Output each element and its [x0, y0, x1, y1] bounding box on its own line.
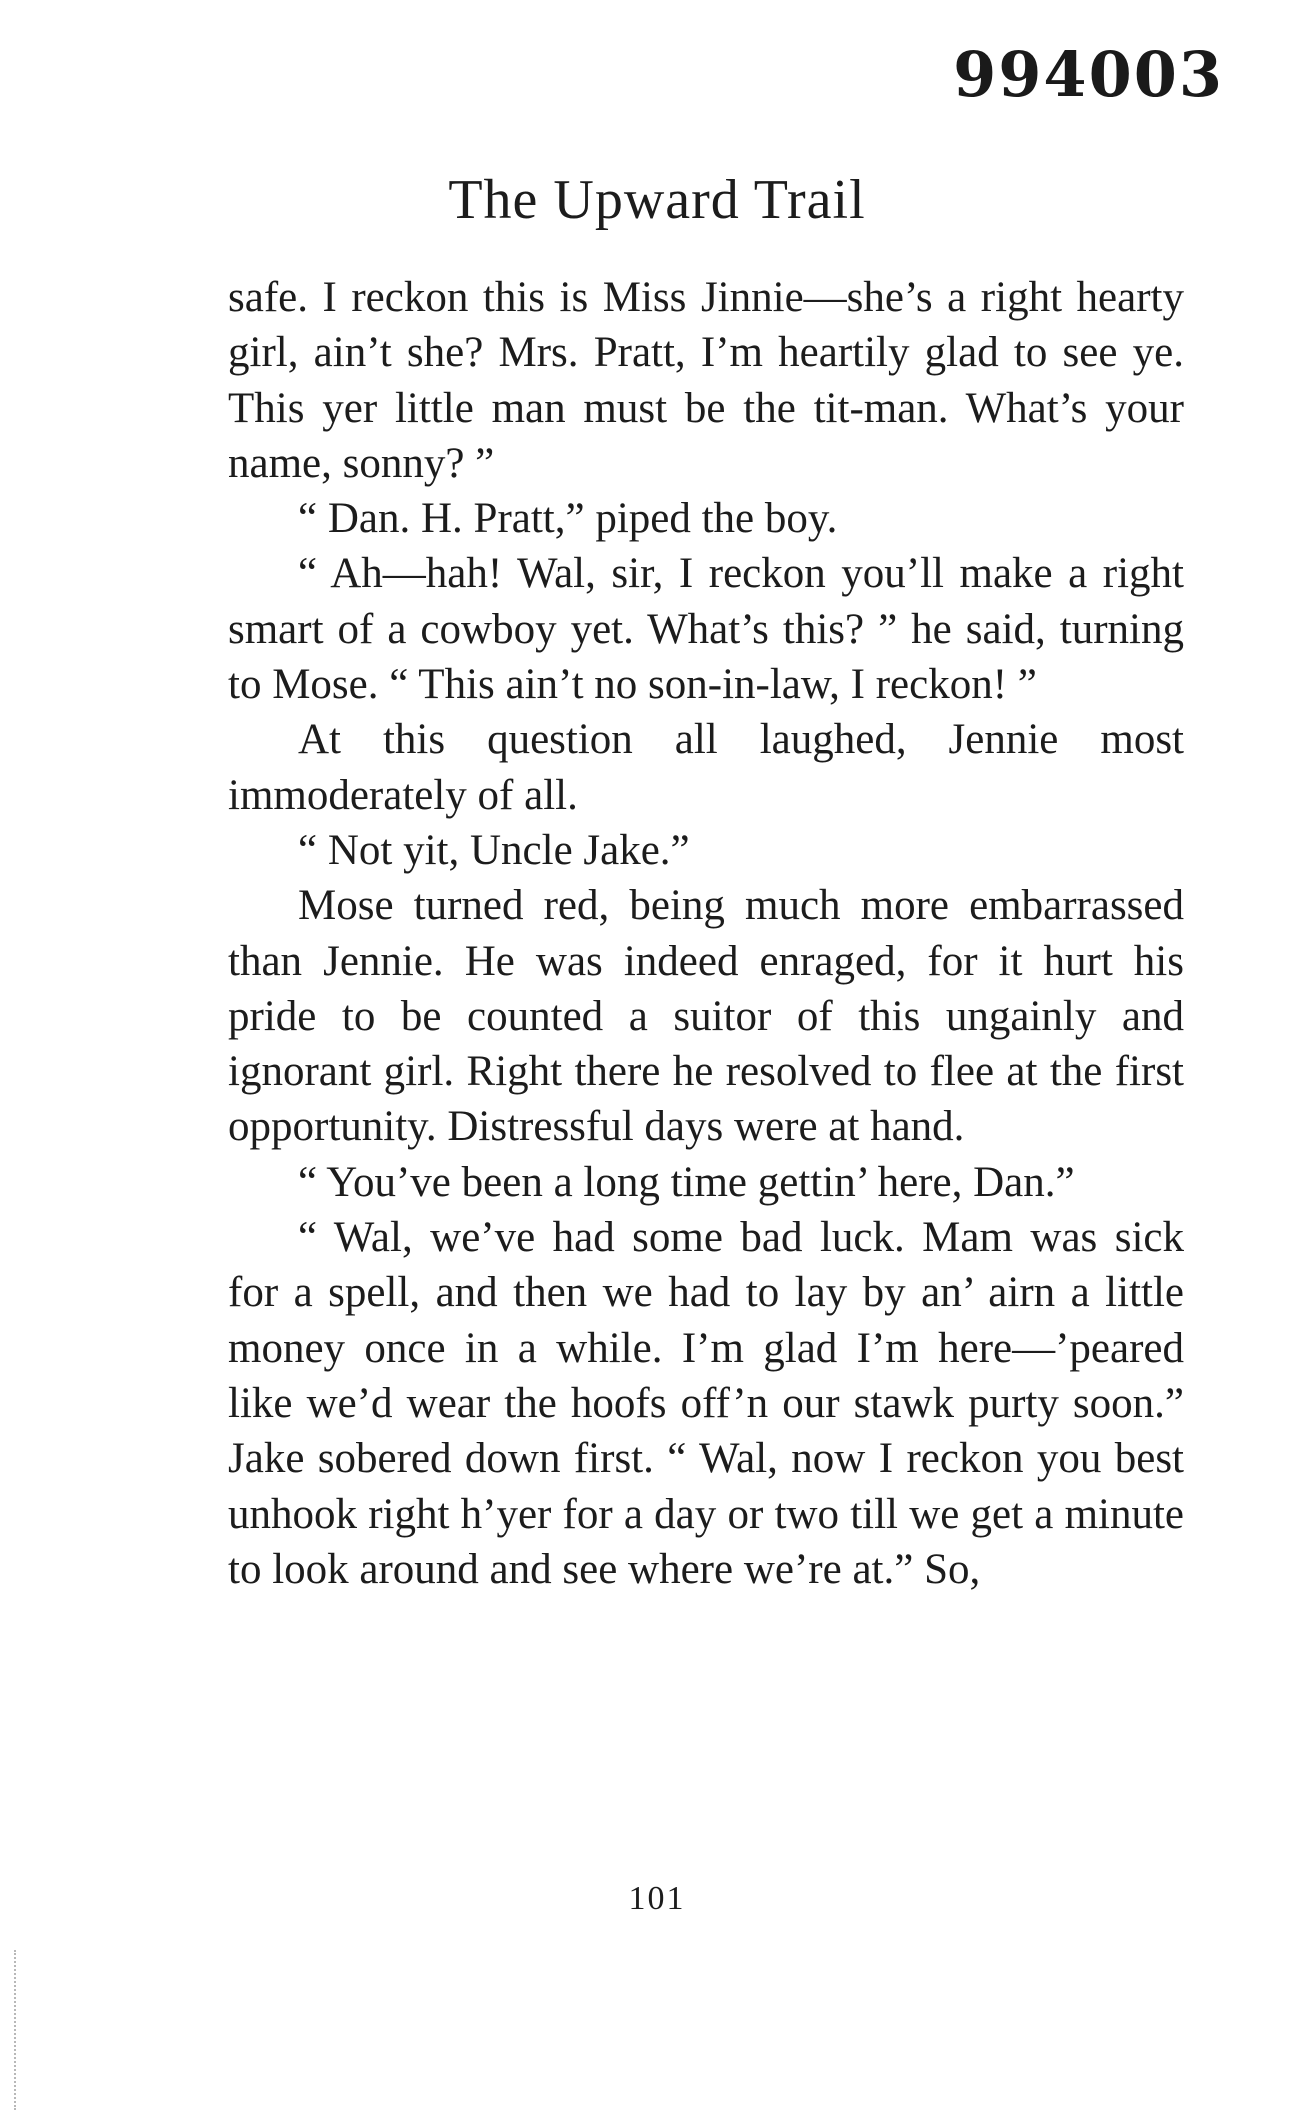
paragraph: Mose turned red, being much more embarrassed than Jennie. He was indeed enraged, for it hurt his pride to be counted a suitor of this ungainly and ignorant girl. Right there he resolved to flee at the first opportunity. Distressful days were at hand.	[228, 882, 1184, 1151]
catalog-stamp-number: 994003	[953, 38, 1224, 111]
page-number: 101	[628, 1880, 686, 1917]
paragraph: safe. I reckon this is Miss Jinnie—she’s a right hearty girl, ain’t she? Mrs. Pratt, I’m heartily glad to see ye. This yer little man must be the tit-man. What’s your name, sonny? ”	[228, 274, 1184, 487]
body-text	[228, 270, 1184, 1597]
scan-margin-marks	[14, 1950, 20, 2110]
paragraph: “ Wal, we’ve had some bad luck. Mam was sick for a spell, and then we had to lay by an’ airn a little money once in a while. I’m glad I’m here—’peared like we’d wear the hoofs off’n our stawk purty soon.” Jake sobered down first. “ Wal, now I reckon you best unhook right h’yer for a day or two till we get a minute to look around and see where we’re at.” So,	[228, 1214, 1184, 1593]
paragraph: “ You’ve been a long time gettin’ here, Dan.”	[298, 1158, 1075, 1206]
paragraph: “ Not yit, Uncle Jake.”	[298, 826, 690, 874]
running-head: The Upward Trail	[448, 169, 866, 231]
paragraph: “ Dan. H. Pratt,” piped the boy.	[298, 495, 838, 543]
paragraph: At this question all laughed, Jennie most immoderately of all.	[228, 716, 1184, 819]
paragraph: “ Ah—hah! Wal, sir, I reckon you’ll make a right smart of a cowboy yet. What’s this? ” he said, turning to Mose. “ This ain’t no son-in-law, I reckon! ”	[228, 550, 1184, 709]
